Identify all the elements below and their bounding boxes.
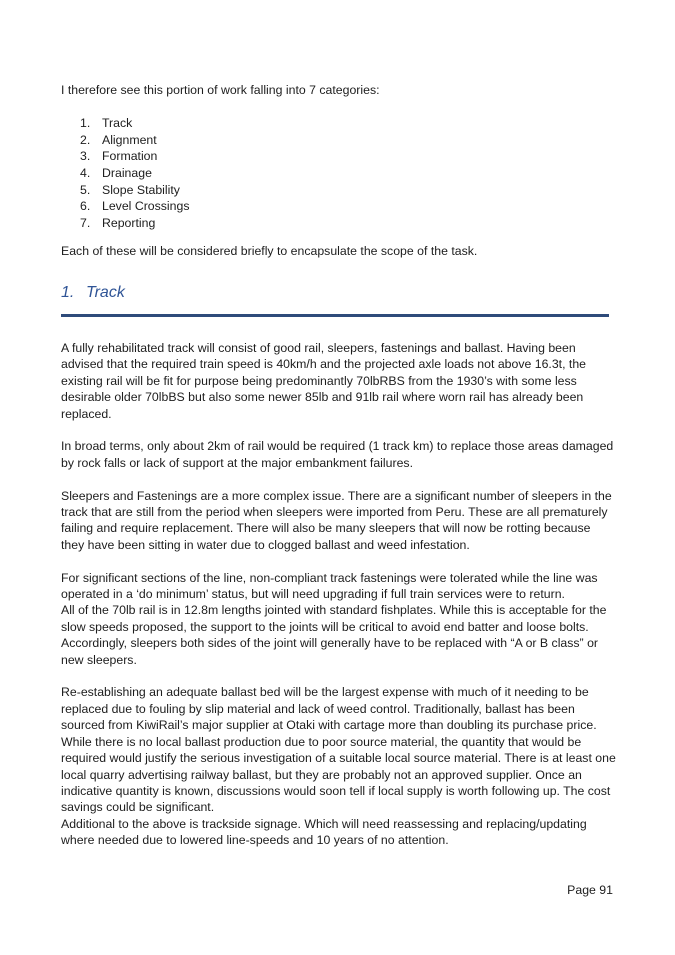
- list-item: [80, 132, 189, 149]
- list-item-number: 6.: [80, 199, 91, 214]
- list-item-number: 7.: [80, 216, 91, 231]
- list-item-label: Track: [102, 116, 133, 130]
- list-item-label: Drainage: [102, 166, 152, 181]
- summary-text: Each of these will be considered briefly to encapsulate the scope of the task.: [61, 244, 478, 258]
- list-item: [80, 198, 189, 215]
- list-item-number: 1.: [80, 116, 91, 130]
- list-item-label: Slope Stability: [102, 182, 180, 197]
- paragraph: Sleepers and Fastenings are a more complex issue. There are a significant number of sleepers in the track that are still from the period when sleepers were imported from Peru. These are all prematurely failing and require replacement. There will also be many sleepers that will now be rotting because they have been sitting in water due to clogged ballast and weed infestation.: [61, 488, 612, 552]
- heading-divider: [61, 314, 609, 317]
- category-list: [80, 115, 189, 232]
- paragraph: Re-establishing an adequate ballast bed will be the largest expense with much of it needing to be replaced due to fouling by slip material and lack of weed control. Traditionally, ballast has been sourced from KiwiRail’s major supplier at Otaki with cartage more than doubling its purchase price. While there is no local ballast production due to poor source material, the quantity that would be required would justify the serious investigation of a suitable local source material. There is at least one local quarry advertising railway ballast, but they are probably not an approved supplier. Once an indicative quantity is known, discussions would soon tell if local supply is worth following up. The cost savings could be significant.: [61, 685, 616, 815]
- paragraph: A fully rehabilitated track will consist of good rail, sleepers, fastenings and ballast. Having been advised that the required train speed is 40km/h and the projected axle loads not above 16.3t, the existing rail will be fit for purpose being predominantly 70lbRBS from the 1930’s with some less desirable older 70lbBS but also some newer 85lb and 91lb rail where worn rail has already been replaced.: [61, 341, 587, 421]
- list-item: [80, 115, 189, 132]
- list-item-number: 5.: [80, 182, 91, 197]
- list-item-label: Level Crossings: [102, 199, 190, 214]
- paragraph: In broad terms, only about 2km of rail would be required (1 track km) to replace those areas damaged by rock falls or lack of support at the major embankment failures.: [61, 439, 614, 470]
- section-title: Track: [86, 284, 125, 301]
- page-number: Page 91: [567, 883, 613, 897]
- paragraph: Additional to the above is trackside signage. Which will need reassessing and replacing/updating where needed due to lowered line-speeds and 10 years of no attention.: [61, 816, 587, 848]
- list-item-label: Alignment: [102, 132, 157, 147]
- section-heading: [61, 282, 125, 304]
- list-item-number: 4.: [80, 166, 91, 181]
- list-item-number: 2.: [80, 132, 91, 147]
- list-item-label: Formation: [102, 149, 158, 164]
- list-item-number: 3.: [80, 149, 91, 164]
- list-item: [80, 215, 189, 232]
- section-number: 1.: [61, 284, 75, 301]
- list-item: [80, 165, 189, 182]
- section-body: [61, 340, 617, 865]
- list-item-label: Reporting: [102, 216, 156, 231]
- paragraph: All of the 70lb rail is in 12.8m lengths jointed with standard fishplates. While this is acceptable for the slow speeds proposed, the support to the joints will be critical to avoid end batter and loose bolts. Accordingly, sleepers both sides of the joint will generally have to be replaced with “A or B class” or new sleepers.: [61, 603, 607, 667]
- paragraph: For significant sections of the line, non-compliant track fastenings were tolerated while the line was operated in a ‘do minimum’ status, but will need upgrading if full train services were to return.: [61, 570, 598, 602]
- list-item: [80, 182, 189, 199]
- list-item: [80, 148, 189, 165]
- intro-text: I therefore see this portion of work falling into 7 categories:: [61, 83, 380, 97]
